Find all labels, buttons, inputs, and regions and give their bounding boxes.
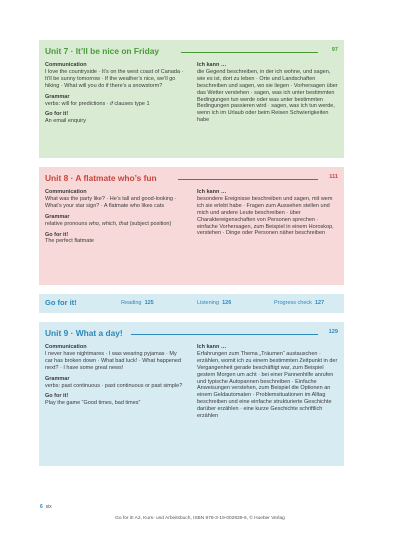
go-for-it-text: The perfect flatmate bbox=[45, 238, 94, 245]
grammar-text: verbs: will for predictions · if clauses type 1 bbox=[45, 100, 150, 107]
ich-kann-label: Ich kann … bbox=[197, 62, 227, 68]
communication-label: Communication bbox=[45, 189, 87, 195]
go-for-it-strip bbox=[39, 294, 344, 313]
progress-check-link[interactable]: Progress check 127 bbox=[274, 300, 325, 306]
unit-9-title[interactable]: Unit 9 · What a day! bbox=[45, 328, 123, 338]
go-for-it-strip-title: Go for it! bbox=[45, 298, 77, 307]
unit-7-right-column bbox=[197, 62, 339, 124]
unit-7-panel bbox=[39, 40, 344, 158]
unit-7-page: 97 bbox=[331, 47, 338, 53]
unit-8-page: 111 bbox=[329, 174, 338, 180]
unit-7-left-column bbox=[45, 62, 185, 125]
grammar-text: relative pronouns who, which, that (subject position) bbox=[45, 220, 172, 227]
communication-text: What was the party like? · He’s tall and good-looking · What’s your star sign? · A flatmate who likes cats bbox=[45, 195, 177, 209]
ich-kann-label: Ich kann … bbox=[197, 344, 227, 350]
unit-8-rule bbox=[178, 179, 318, 180]
ich-kann-text: besondere Ereignisse beschreiben und sagen, mit wem ich sie erlebt habe · Fragen zum Aussehen stellen und mich und andere Leute beschreiben · über Charaktereigenschaften von Personen sprechen · einfache Vorhersagen, zum Beispiel in einem Horoskop, verstehen · Dinge oder Personen näher beschreiben bbox=[197, 195, 334, 237]
copyright-line: Go for it! A2, Kurs- und Arbeitsbuch, ISBN 978-3-19-002939-6, © Hueber Verlag bbox=[115, 516, 285, 521]
page-number: 6 six bbox=[40, 504, 52, 510]
reading-link[interactable]: Reading 125 bbox=[121, 300, 154, 306]
communication-text: I love the countryside · It’s on the west coast of Canada · It’ll be sunny tomorrow · If the weather’s nice, we’ll go hiking · What will you do if there’s a snowstorm? bbox=[45, 68, 184, 89]
ich-kann-label: Ich kann … bbox=[197, 189, 227, 195]
go-for-it-label: Go for it! bbox=[45, 111, 69, 118]
unit-8-title[interactable]: Unit 8 · A flatmate who’s fun bbox=[45, 173, 157, 183]
unit-9-panel bbox=[39, 322, 344, 466]
unit-8-header bbox=[45, 173, 338, 185]
unit-9-left-column bbox=[45, 344, 185, 407]
unit-9-rule bbox=[131, 334, 318, 335]
grammar-label: Grammar bbox=[45, 93, 70, 100]
listening-link[interactable]: Listening 126 bbox=[197, 300, 232, 306]
grammar-label: Grammar bbox=[45, 375, 70, 382]
unit-7-rule bbox=[181, 52, 318, 53]
unit-7-header bbox=[45, 46, 338, 58]
go-for-it-text: Play the game “Good times, bad times” bbox=[45, 400, 141, 407]
grammar-text: verbs: past continuous · past continuous or past simple? bbox=[45, 382, 183, 389]
unit-9-header bbox=[45, 328, 338, 340]
go-for-it-text: An email enquiry bbox=[45, 118, 86, 125]
unit-9-right-column bbox=[197, 344, 339, 420]
grammar-label: Grammar bbox=[45, 213, 70, 220]
go-for-it-label: Go for it! bbox=[45, 231, 69, 238]
unit-7-title[interactable]: Unit 7 · It’ll be nice on Friday bbox=[45, 46, 160, 56]
communication-label: Communication bbox=[45, 344, 87, 350]
communication-text: I never have nightmares · I was wearing pyjamas · My car has broken down · What bad luck! · What happened next? · I have some great news! bbox=[45, 350, 182, 371]
unit-8-panel bbox=[39, 167, 344, 285]
go-for-it-label: Go for it! bbox=[45, 393, 69, 400]
unit-8-left-column bbox=[45, 189, 185, 245]
ich-kann-text: Erfahrungen zum Thema „Träumen“ austauschen · erzählen, womit ich zu einem bestimmten Zeitpunkt in der Vergangenheit gerade beschäftigt war, zum Beispiel gestern Morgen um acht · bei einer Pannenhilfe anrufen und typische Autopannen beschreiben · Einfache Anweisungen verstehen, zum Beispiel die Optionen an einem Geldautomaten · Problemsituationen im Alltag beschreiben und eine einfache strukturierte Geschichte darüber erzählen · eine kurze Geschichte schriftlich erzählen bbox=[197, 350, 338, 420]
ich-kann-text: die Gegend beschreiben, in der ich wohne, und sagen, wie es ist, dort zu leben · Orte und Landschaften beschreiben und sagen, wo sie liegen · Vorhersagen über das Wetter verstehen · sagen, was ich unter bestimmten Bedingungen tun werde oder was unter bestimmten Bedingungen passieren wird · sagen, was ich tun werde, wenn ich im Urlaub oder beim Reisen Schwierigkeiten habe bbox=[197, 68, 338, 124]
communication-label: Communication bbox=[45, 62, 87, 68]
unit-9-page: 129 bbox=[328, 329, 338, 335]
unit-8-right-column bbox=[197, 189, 339, 237]
